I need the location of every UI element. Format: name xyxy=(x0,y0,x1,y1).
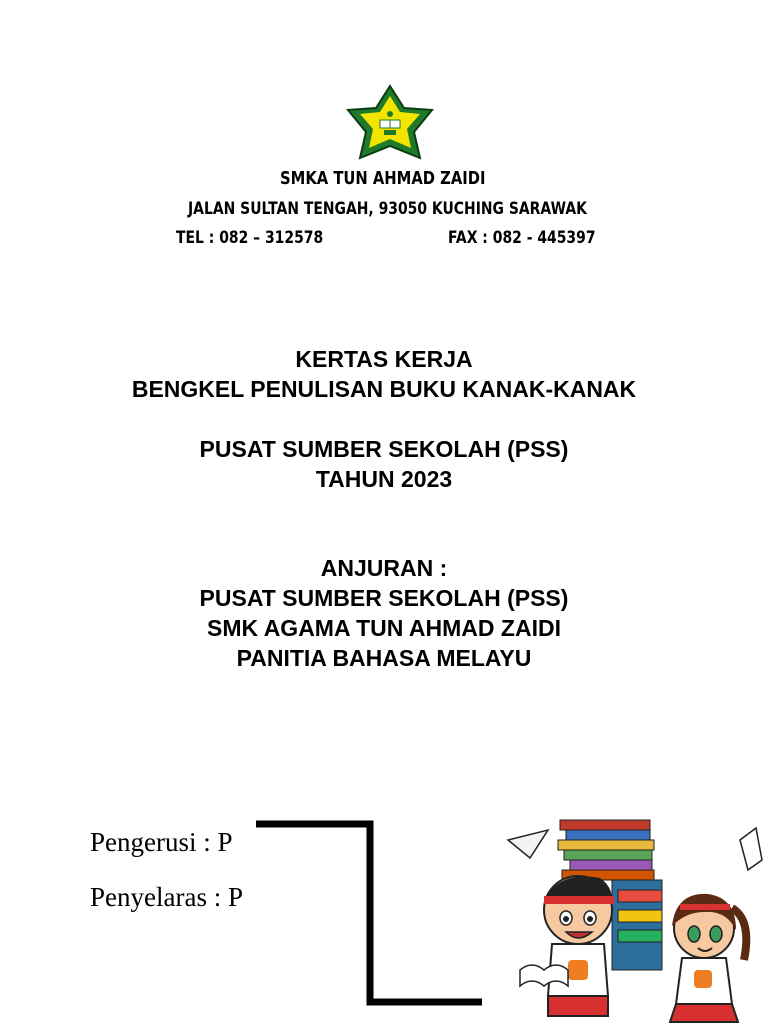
title-line-4: TAHUN 2023 xyxy=(315,466,453,492)
organiser-line-1: PUSAT SUMBER SEKOLAH (PSS) xyxy=(199,585,569,611)
title-line-2: BENGKEL PENULISAN BUKU KANAK-KANAK xyxy=(131,376,637,402)
bracket-line xyxy=(256,818,496,1014)
coordinator-line: Penyelaras : P xyxy=(90,882,243,912)
document-title xyxy=(0,344,768,404)
school-address: JALAN SULTAN TENGAH, 93050 KUCHING SARAWAK xyxy=(188,199,587,219)
title-line-1: KERTAS KERJA xyxy=(295,346,473,372)
title-line-3: PUSAT SUMBER SEKOLAH (PSS) xyxy=(199,436,569,462)
chairperson-line: Pengerusi : P xyxy=(90,827,233,857)
school-name: SMKA TUN AHMAD ZAIDI xyxy=(280,168,486,189)
organiser-block xyxy=(0,553,768,673)
children-with-books-illustration xyxy=(500,800,768,1024)
school-logo xyxy=(346,84,434,160)
document-subtitle xyxy=(0,434,768,494)
organiser-line-3: PANITIA BAHASA MELAYU xyxy=(236,645,532,671)
fax-number: FAX : 082 - 445397 xyxy=(448,228,596,248)
organiser-line-2: SMK AGAMA TUN AHMAD ZAIDI xyxy=(207,615,561,641)
organiser-heading: ANJURAN : xyxy=(320,555,448,581)
telephone-number: TEL : 082 – 312578 xyxy=(176,228,324,248)
